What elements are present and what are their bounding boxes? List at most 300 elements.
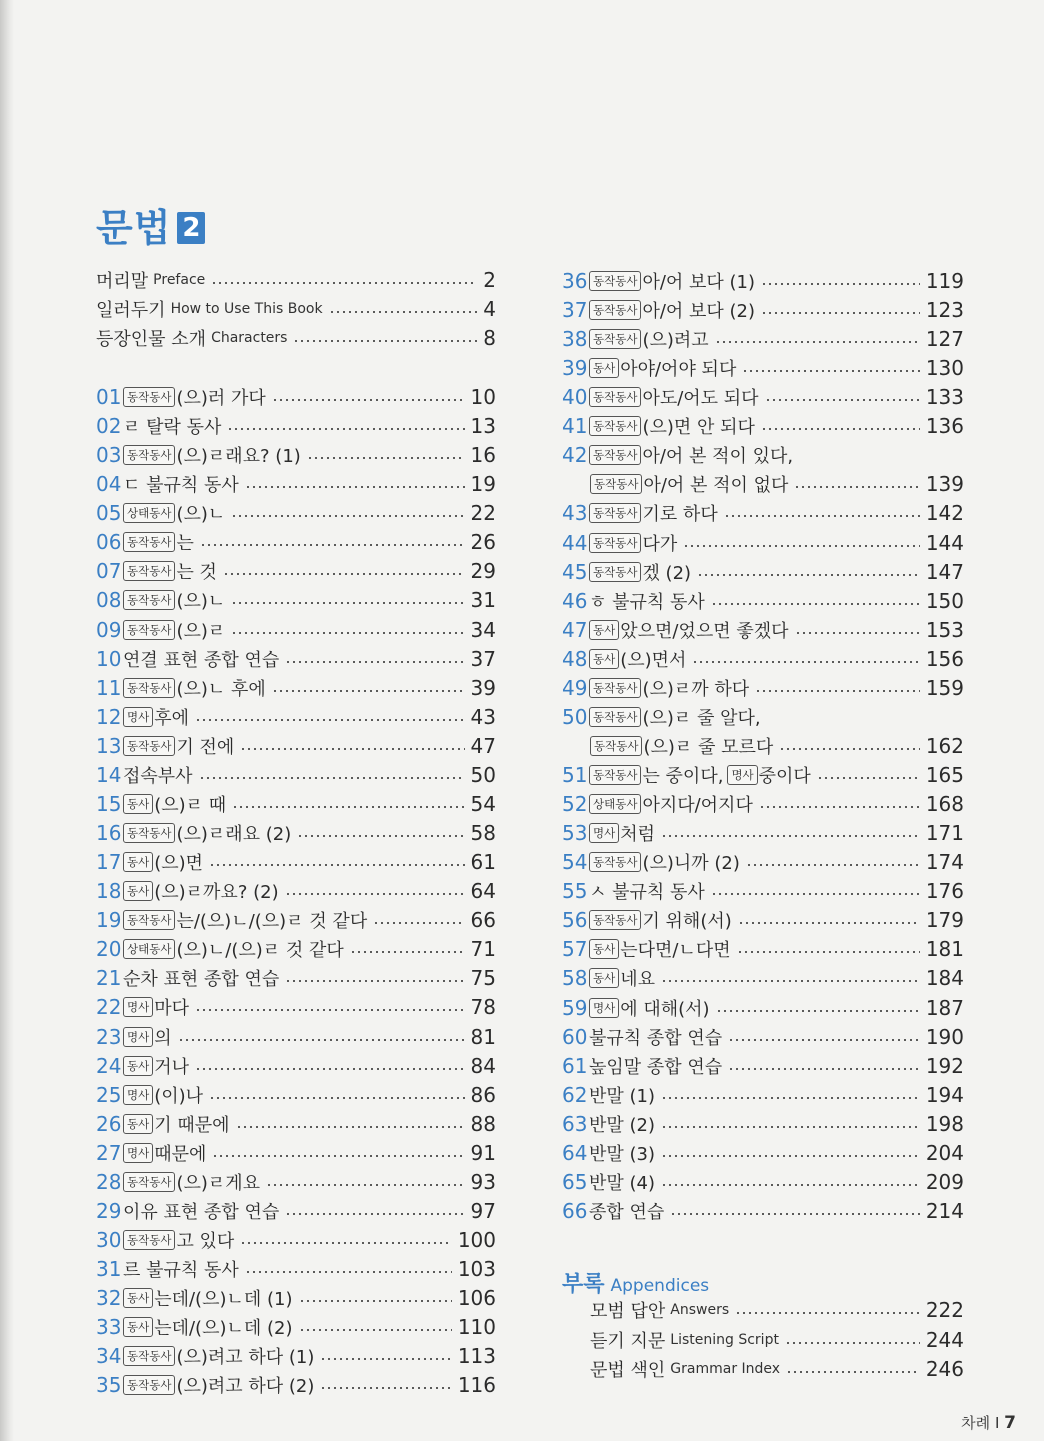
part-of-speech-badge: 동작동사 [589,852,641,872]
part-of-speech-badge: 동작동사 [123,823,175,843]
part-of-speech-badge: 동작동사 [123,678,175,698]
entry-title: 반말 (2) [589,1114,655,1136]
dot-leader [231,632,464,634]
dot-leader [738,922,920,924]
entry-title: 처럼 [620,824,655,846]
part-of-speech-badge: 명사 [727,765,757,785]
toc-entry [590,1297,964,1323]
entry-page: 168 [925,792,964,817]
entry-number: 53 [562,821,588,846]
entry-number: 30 [96,1228,122,1253]
part-of-speech-badge: 명사 [123,997,153,1017]
entry-number: 24 [96,1053,122,1078]
toc-entry [562,965,964,991]
footer-separator: I [994,1414,1000,1432]
entry-title: (이)나 [154,1085,204,1107]
dot-leader [373,922,464,924]
dot-leader [724,515,920,517]
part-of-speech-badge: 명사 [589,823,619,843]
entry-number: 10 [96,646,122,671]
entry-number: 32 [96,1286,122,1311]
entry-title: (으)ㄴ [176,591,226,613]
entry-page: 159 [925,675,964,700]
dot-leader [285,661,464,663]
entry-number: 09 [96,617,122,642]
entry-title: 르 불규칙 동사 [123,1260,239,1282]
entry-page: 84 [470,1053,496,1078]
entry-title: 는데/(으)ㄴ데 (1) [154,1289,293,1311]
entry-title: 반말 (4) [589,1172,655,1194]
toc-entry [562,384,964,410]
dot-leader [232,806,464,808]
toc-entry [562,704,964,730]
toc-entry [562,297,964,323]
entry-page: 71 [470,937,496,962]
entry-page: 136 [925,414,964,439]
entry-number: 07 [96,559,122,584]
toc-entry [562,1082,964,1108]
entry-title: (으)ㄹ래요 (2) [176,824,292,846]
dot-leader [746,864,920,866]
entry-number: 19 [96,908,122,933]
dot-leader [212,1155,464,1157]
entry-number: 13 [96,733,122,758]
entry-number: 51 [562,763,588,788]
entry-page: 181 [925,937,964,962]
part-of-speech-badge: 동작동사 [589,271,641,291]
dot-leader [817,777,920,779]
entry-number: 42 [562,443,588,468]
entry-title: 아야/어야 되다 [620,359,737,381]
toc-entry [562,646,964,672]
part-of-speech-badge: 동작동사 [123,1375,175,1395]
dot-leader [716,1010,920,1012]
entry-number: 54 [562,850,588,875]
entry-title: 듣기 지문 [590,1330,666,1352]
entry-page: 190 [925,1024,964,1049]
entry-page: 244 [925,1327,964,1352]
entry-title: (으)면 [154,853,204,875]
entry-number: 20 [96,937,122,962]
toc-entry [562,995,964,1021]
entry-title: 불규칙 종합 연습 [589,1027,723,1049]
toc-entry [562,326,964,352]
toc-entry [96,1285,496,1311]
part-of-speech-badge: 동작동사 [123,590,175,610]
dot-leader [200,544,465,546]
toc-entry [96,820,496,846]
entry-page: 144 [925,530,964,555]
entry-title: (으)ㄹ래요? (1) [176,446,301,468]
entry-title: (으)ㄴ 후에 [176,678,266,700]
entry-page: 64 [470,879,496,904]
entry-page: 176 [925,879,964,904]
entry-page: 29 [470,559,496,584]
entry-page: 153 [925,617,964,642]
toc-entry [96,849,496,875]
entry-title: 문법 색인 [590,1360,666,1381]
entry-title: (으)ㄹ 줄 모르다 [643,736,774,758]
part-of-speech-badge: 동사 [123,794,153,814]
toc-entry [96,1227,496,1253]
part-of-speech-badge: 동작동사 [123,445,175,465]
part-of-speech-badge: 동작동사 [123,736,175,756]
entry-number: 49 [562,675,588,700]
entry-page: 31 [470,588,496,613]
entry-page: 58 [470,821,496,846]
dot-leader [661,1097,920,1099]
toc-entry [96,878,496,904]
entry-page: 119 [925,269,964,293]
entry-page: 50 [470,762,496,787]
entry-title: 고 있다 [176,1231,235,1253]
part-of-speech-badge: 동사 [123,881,153,901]
dot-leader [236,1126,465,1128]
toc-entry [562,1140,964,1166]
dot-leader [272,690,465,692]
entry-page: 10 [470,385,496,409]
part-of-speech-badge: 동작동사 [589,678,641,698]
toc-left-column [96,384,496,1404]
part-of-speech-badge: 동작동사 [589,562,641,582]
entry-title: (으)러 가다 [176,388,266,409]
part-of-speech-badge: 명사 [123,1027,153,1047]
dot-leader [195,1009,465,1011]
part-of-speech-badge: 상태동사 [589,794,641,814]
part-of-speech-badge: 명사 [123,1143,153,1163]
toc-entry [96,1343,496,1369]
toc-entry [96,646,496,672]
toc-entry [96,1372,496,1398]
entry-page: 91 [470,1140,496,1165]
toc-entry [562,1024,964,1050]
entry-page: 2 [483,268,496,292]
entry-title: 반말 (1) [589,1085,655,1107]
part-of-speech-badge: 동사 [123,1288,153,1308]
part-of-speech-badge: 동작동사 [589,387,641,407]
entry-title: (으)려고 하다 (2) [176,1376,315,1398]
entry-page: 198 [925,1111,964,1136]
entry-page: 179 [925,908,964,933]
entry-number: 01 [96,385,122,409]
entry-title: 종합 연습 [589,1201,665,1223]
entry-title: 의 [154,1027,172,1049]
entry-page: 66 [470,908,496,933]
part-of-speech-badge: 동작동사 [123,620,175,640]
entry-number: 57 [562,937,588,962]
toc-entry [96,733,496,759]
toc-entry [562,1198,964,1224]
entry-title: 겠 (2) [642,562,692,584]
dot-leader [211,282,477,284]
part-of-speech-badge: 동작동사 [589,329,641,349]
entry-page: 187 [925,995,964,1020]
entry-title: ㄷ 불규칙 동사 [123,475,239,497]
entry-number: 34 [96,1344,122,1369]
entry-number: 58 [562,966,588,991]
entry-page: 78 [470,995,496,1020]
entry-title: 모범 답안 [590,1301,666,1322]
entry-title: (으)ㄹ 때 [154,794,227,816]
part-of-speech-badge: 동사 [123,1317,153,1337]
toc-entry [96,1082,496,1108]
entry-number: 11 [96,675,122,700]
dot-leader [692,661,919,663]
dot-leader [266,1184,465,1186]
entry-title: 순차 표현 종합 연습 [123,969,280,991]
entry-page: 43 [470,704,496,729]
dot-leader [742,370,919,372]
entry-title: 기 전에 [176,736,235,758]
entry-title: 마다 [154,998,189,1020]
entry-page: 165 [925,763,964,788]
entry-title: 거나 [154,1056,189,1078]
entry-page: 4 [483,297,496,321]
entry-title: 는데/(으)ㄴ데 (2) [154,1318,293,1340]
toc-entry [562,675,964,701]
entry-page: 100 [457,1228,496,1253]
entry-title: (으)ㄴ [176,504,226,526]
entry-title: (으)ㄴ/(으)ㄹ 것 같다 [176,940,344,962]
toc-entry [562,1111,964,1137]
dot-leader [209,864,465,866]
dot-leader [178,1039,465,1041]
dot-leader [711,893,920,895]
entry-title: 기로 하다 [642,504,718,526]
entry-title: 다가 [642,533,678,555]
entry-number: 04 [96,472,122,497]
dot-leader [240,748,464,750]
dot-leader [661,980,920,982]
toc-entry [562,617,964,643]
dot-leader [765,399,920,401]
dot-leader [307,457,465,459]
toc-entry [96,296,496,322]
entry-title: ㄹ 탈락 동사 [123,417,222,439]
toc-entry [96,936,496,962]
toc-entry [96,1256,496,1282]
entry-page: 97 [470,1198,496,1223]
entry-number: 28 [96,1169,122,1194]
toc-entry [96,384,496,410]
entry-page: 61 [470,850,496,875]
entry-page: 47 [470,733,496,758]
entry-title: 접속부사 [123,765,193,787]
part-of-speech-badge: 동작동사 [123,532,175,552]
entry-number: 56 [562,908,588,933]
dot-leader [661,1184,920,1186]
dot-leader [320,1387,451,1389]
entry-number: 63 [562,1111,588,1136]
entry-page: 54 [470,791,496,816]
toc-entry [590,1356,964,1382]
toc-entry [562,820,964,846]
dot-leader [195,1068,465,1070]
entry-page: 184 [925,966,964,991]
part-of-speech-badge: 동작동사 [589,765,641,785]
toc-right-column [562,268,964,1228]
toc-entry [96,907,496,933]
title-text: 문법 [96,206,172,250]
part-of-speech-badge: 동작동사 [123,561,175,581]
entry-title: 에 대해(서) [620,998,710,1020]
page-title [96,206,205,250]
entry-number: 43 [562,501,588,526]
entry-title-en: Listening Script [670,1331,779,1348]
part-of-speech-badge: 명사 [589,998,619,1018]
dot-leader [761,428,920,430]
toc-entry [96,267,496,293]
toc-entry [96,1111,496,1137]
entry-page: 133 [925,385,964,410]
entry-page: 88 [470,1111,496,1136]
appendix-heading [562,1267,709,1295]
dot-leader [245,1271,452,1273]
entry-title: (으)ㄹ까요? (2) [154,882,279,904]
entry-title-en: Preface [153,272,206,288]
dot-leader [195,719,465,721]
entry-page: 156 [925,646,964,671]
entry-number: 03 [96,443,122,468]
entry-page: 214 [925,1198,964,1223]
dot-leader [728,1068,920,1070]
part-of-speech-badge: 동작동사 [123,1172,175,1192]
part-of-speech-badge: 동작동사 [589,910,641,930]
entry-page: 123 [925,298,964,323]
dot-leader [240,1242,451,1244]
dot-leader [227,428,464,430]
toc-entry [562,791,964,817]
entry-title: 머리말 [96,271,149,292]
entry-number: 15 [96,791,122,816]
entry-page: 81 [470,1024,496,1049]
dot-leader [779,748,920,750]
footer-label: 차례 [961,1414,991,1432]
toc-entry [96,529,496,555]
toc-entry [96,994,496,1020]
toc-entry [96,413,496,439]
toc-entry [96,587,496,613]
entry-title: 아도/어도 되다 [642,388,759,410]
toc-entry [96,442,496,468]
entry-title: (으)ㄹ게요 [176,1172,261,1194]
part-of-speech-badge: 동작동사 [589,503,641,523]
toc-entry [562,733,964,759]
entry-number: 48 [562,646,588,671]
entry-title: (으)면서 [620,649,687,671]
entry-number: 47 [562,617,588,642]
dot-leader [755,690,920,692]
entry-title: 는다면/ㄴ다면 [620,940,731,962]
part-of-speech-badge: 동사 [123,1114,153,1134]
entry-title: ㅎ 불규칙 동사 [589,591,705,613]
part-of-speech-badge: 동사 [589,649,619,669]
entry-number: 25 [96,1082,122,1107]
part-of-speech-badge: 동사 [589,968,619,988]
dot-leader [293,340,477,342]
entry-title: 높임말 종합 연습 [589,1056,723,1078]
part-of-speech-badge: 동작동사 [589,707,641,727]
entry-title: (으)ㄹ 줄 알다, [642,707,761,729]
entry-page: 171 [925,821,964,846]
entry-number: 31 [96,1257,122,1282]
entry-page: 103 [457,1257,496,1282]
part-of-speech-badge: 동작동사 [589,416,641,436]
entry-page: 194 [925,1082,964,1107]
dot-leader [661,1155,920,1157]
dot-leader [199,777,465,779]
entry-title: 네요 [620,969,655,991]
toc-entry [562,268,964,294]
part-of-speech-badge: 동작동사 [123,910,175,930]
entry-page: 209 [925,1169,964,1194]
entry-title: (으)려고 [642,330,709,352]
entry-page: 19 [470,472,496,497]
dot-leader [761,283,920,285]
entry-page: 86 [470,1082,496,1107]
part-of-speech-badge: 동작동사 [590,474,642,494]
entry-title: (으)니까 (2) [642,853,740,875]
toc-entry [590,1327,964,1353]
entry-title: 아지다/어지다 [642,795,753,817]
entry-title: 후에 [154,707,189,729]
entry-title: 아/어 보다 (1) [642,272,755,293]
entry-number: 08 [96,588,122,613]
toc-entry [562,355,964,381]
entry-page: 34 [470,617,496,642]
toc-entry [96,762,496,788]
entry-title-en: How to Use This Book [170,301,323,317]
part-of-speech-badge: 명사 [123,1085,153,1105]
dot-leader [209,1097,465,1099]
entry-number: 21 [96,966,122,991]
dot-leader [737,951,920,953]
entry-number: 35 [96,1373,122,1398]
entry-number: 40 [562,385,588,410]
entry-title: 반말 (3) [589,1143,655,1165]
entry-title: 기 위해(서) [642,911,732,933]
entry-number: 44 [562,530,588,555]
dot-leader [728,1039,920,1041]
dot-leader [683,545,920,547]
toc-entry [96,1198,496,1224]
title-number-badge: 2 [177,212,205,244]
dot-leader [299,1300,452,1302]
entry-number: 05 [96,501,122,526]
toc-entry [562,878,964,904]
entry-page: 8 [483,326,496,350]
part-of-speech-badge: 동작동사 [589,300,641,320]
dot-leader [661,1126,920,1128]
toc-entry [562,413,964,439]
dot-leader [320,1358,451,1360]
part-of-speech-badge: 동사 [589,620,619,640]
toc-entry [562,1053,964,1079]
toc-entry [562,762,964,788]
entry-title: 때문에 [154,1143,207,1165]
entry-title: 기 때문에 [154,1114,230,1136]
entry-page: 142 [925,501,964,526]
entry-page: 113 [457,1344,496,1369]
dot-leader [794,486,919,488]
dot-leader [231,602,464,604]
part-of-speech-badge: 동작동사 [123,1230,175,1250]
page-number: 7 [1004,1413,1016,1433]
toc-entry [96,617,496,643]
entry-page: 130 [925,356,964,381]
entry-number: 37 [562,298,588,323]
entry-title: 등장인물 소개 [96,329,207,350]
